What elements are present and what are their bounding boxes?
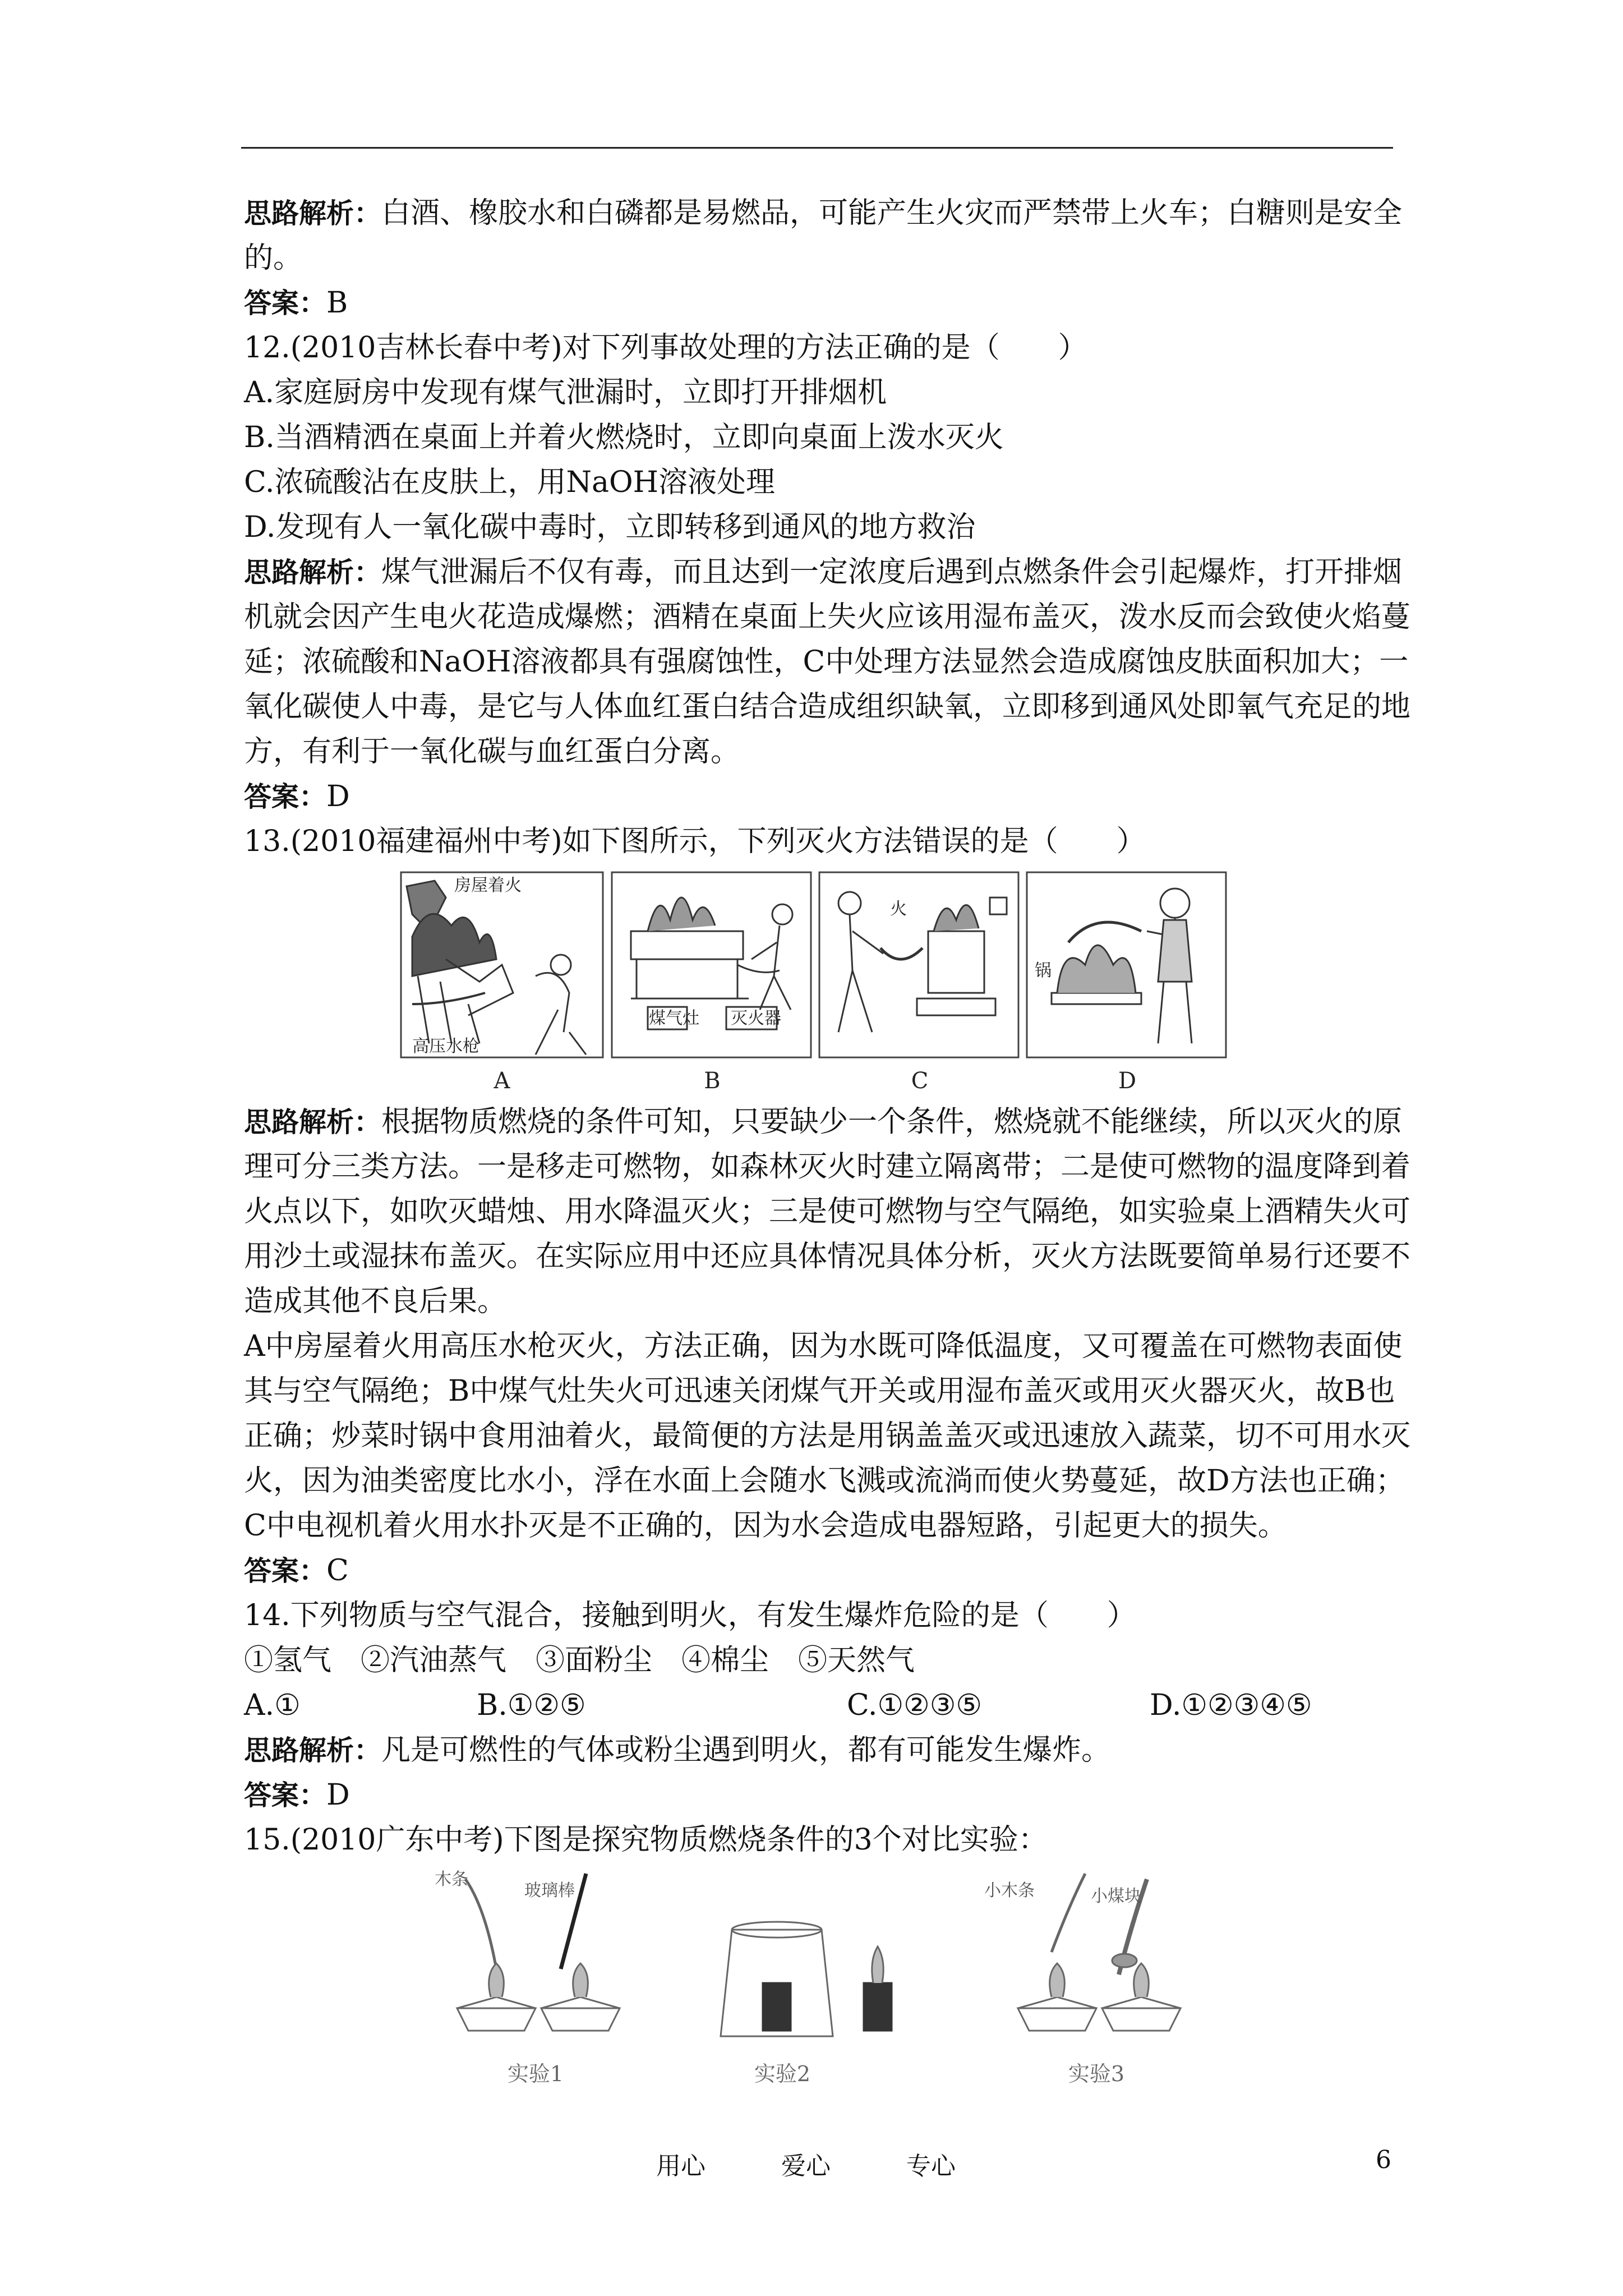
q12-option-c: C.浓硫酸沾在皮肤上，用NaOH溶液处理 bbox=[244, 466, 775, 499]
q12-option-b: B.当酒精洒在桌面上并着火燃烧时，立即向桌面上泼水灭火 bbox=[244, 421, 1004, 454]
q13-answer bbox=[244, 1548, 1394, 1593]
q13-analysis-line-4: 用沙土或湿抹布盖灭。在实际应用中还应具体情况具体分析，灭火方法既要简单易行还要不 bbox=[244, 1240, 1411, 1273]
q14-items: ①氢气 ②汽油蒸气 ③面粉尘 ④棉尘 ⑤天然气 bbox=[244, 1644, 915, 1677]
q13-analysis-line-8: 正确；炒菜时锅中食用油着火，最简便的方法是用锅盖盖灭或迅速放入蔬菜，切不可用水灭 bbox=[244, 1419, 1411, 1453]
page-number: 6 bbox=[1376, 2146, 1391, 2174]
q13-analysis-line-6: A中房屋着火用高压水枪灭火，方法正确，因为水既可降低温度，又可覆盖在可燃物表面使 bbox=[244, 1329, 1403, 1363]
combustion-experiments-illustration bbox=[244, 1862, 1394, 2098]
q13-analysis-line-3: 火点以下，如吹灭蜡烛、用水降温灭火；三是使可燃物与空气隔绝，如实验桌上酒精失火可 bbox=[244, 1195, 1411, 1228]
q12-answer bbox=[244, 774, 1394, 819]
q13-analysis-line-5: 造成其他不良后果。 bbox=[244, 1285, 507, 1318]
q12-analysis-line-5: 方，有利于一氧化碳与血红蛋白分离。 bbox=[244, 735, 740, 769]
analysis-text: 煤气泄漏后不仅有毒，而且达到一定浓度后遇到点燃条件会引起爆炸，打开排烟 bbox=[381, 555, 1403, 589]
q14-option-c: C.①②③⑤ bbox=[847, 1688, 982, 1722]
q13-figure bbox=[244, 864, 1394, 1099]
q13-analysis-line-2: 理可分三类方法。一是移走可燃物，如森林灭火时建立隔离带；二是使可燃物的温度降到着 bbox=[244, 1150, 1411, 1184]
label-water-gun: 高压水枪 bbox=[412, 1037, 479, 1056]
label-pot: 锅 bbox=[1035, 961, 1052, 981]
q15-stem: 15.(2010广东中考)下图是探究物质燃烧条件的3个对比实验： bbox=[244, 1823, 1048, 1857]
q11-answer bbox=[244, 280, 1394, 325]
footer-item: 专心 bbox=[906, 2152, 956, 2180]
q12-analysis-line-2: 机就会因产生电火花造成爆燃；酒精在桌面上失火应该用湿布盖灭，泼水反而会致使火焰蔓 bbox=[244, 600, 1411, 634]
q13-stem: 13.(2010福建福州中考)如下图所示，下列灭火方法错误的是（ ） bbox=[244, 825, 1146, 858]
q13-analysis-line-1 bbox=[244, 1099, 1403, 1144]
header-rule bbox=[241, 147, 1393, 149]
q12-option-a: A.家庭厨房中发现有煤气泄漏时，立即打开排烟机 bbox=[244, 376, 887, 409]
answer-value: B bbox=[326, 286, 348, 320]
answer-label: 答案： bbox=[244, 287, 327, 319]
analysis-label: 思路解析： bbox=[244, 197, 382, 229]
q11-analysis-line-2: 的。 bbox=[244, 241, 303, 275]
q12-option-d: D.发现有人一氧化碳中毒时，立即转移到通风的地方救治 bbox=[244, 510, 976, 544]
q14-option-a: A.① bbox=[244, 1688, 301, 1722]
label-gas-stove: 煤气灶 bbox=[649, 1009, 699, 1028]
q11-analysis-line-1 bbox=[244, 191, 1403, 236]
answer-value: C bbox=[326, 1554, 349, 1588]
analysis-text: 白酒、橡胶水和白磷都是易燃品，可能产生火灾而严禁带上火车；白糖则是安全 bbox=[381, 196, 1403, 230]
q14-option-d: D.①②③④⑤ bbox=[1150, 1688, 1312, 1722]
q14-option-b: B.①②⑤ bbox=[477, 1688, 586, 1722]
analysis-text: 凡是可燃性的气体或粉尘遇到明火，都有可能发生爆炸。 bbox=[381, 1733, 1111, 1767]
q13-analysis-line-10: C中电视机着火用水扑灭是不正确的，因为水会造成电器短路，引起更大的损失。 bbox=[244, 1509, 1287, 1543]
answer-label: 答案： bbox=[244, 1555, 327, 1587]
footer-motto bbox=[656, 2146, 1031, 2182]
caption-experiment-1: 实验1 bbox=[507, 2062, 564, 2086]
panel-label-b: B bbox=[704, 1068, 721, 1094]
label-extinguisher: 灭火器 bbox=[731, 1009, 781, 1028]
answer-value: D bbox=[326, 780, 350, 813]
analysis-label: 思路解析： bbox=[244, 556, 382, 588]
footer-item: 用心 bbox=[656, 2152, 706, 2180]
answer-label: 答案： bbox=[244, 781, 327, 813]
panel-label-a: A bbox=[494, 1068, 510, 1094]
analysis-label: 思路解析： bbox=[244, 1106, 382, 1138]
q13-analysis-line-9: 火，因为油类密度比水小，浮在水面上会随水飞溅或流淌而使火势蔓延，故D方法也正确； bbox=[244, 1464, 1405, 1498]
label-small-coal: 小煤块 bbox=[1091, 1887, 1141, 1906]
label-fire: 火 bbox=[890, 899, 907, 919]
q14-options bbox=[244, 1683, 1394, 1728]
panel-label-d: D bbox=[1118, 1068, 1137, 1094]
analysis-label: 思路解析： bbox=[244, 1734, 382, 1766]
q13-analysis-line-7: 其与空气隔绝；B中煤气灶失火可迅速关闭煤气开关或用湿布盖灭或用灭火器灭火，故B也 bbox=[244, 1374, 1395, 1408]
fire-extinguishing-illustration bbox=[244, 864, 1394, 1099]
q14-analysis bbox=[244, 1728, 1394, 1773]
q12-analysis-line-1 bbox=[244, 550, 1403, 595]
label-small-wood: 小木条 bbox=[984, 1881, 1035, 1901]
caption-experiment-3: 实验3 bbox=[1068, 2062, 1125, 2086]
q12-analysis-line-4: 氧化碳使人中毒，是它与人体血红蛋白结合造成组织缺氧，立即移到通风处即氧气充足的地 bbox=[244, 690, 1411, 724]
q12-analysis-line-3: 延；浓硫酸和NaOH溶液都具有强腐蚀性，C中处理方法显然会造成腐蚀皮肤面积加大；一 bbox=[244, 645, 1409, 679]
analysis-text: 根据物质燃烧的条件可知，只要缺少一个条件，燃烧就不能继续，所以灭火的原 bbox=[381, 1105, 1403, 1139]
label-house-fire: 房屋着火 bbox=[454, 876, 522, 895]
caption-experiment-2: 实验2 bbox=[754, 2062, 811, 2086]
answer-label: 答案： bbox=[244, 1779, 327, 1811]
label-wood-strip: 木条 bbox=[435, 1870, 468, 1889]
document-body bbox=[244, 191, 1411, 2098]
footer-item: 爱心 bbox=[781, 2152, 831, 2180]
q14-answer bbox=[244, 1773, 1394, 1818]
label-glass-rod: 玻璃棒 bbox=[524, 1881, 575, 1901]
q12-stem: 12.(2010吉林长春中考)对下列事故处理的方法正确的是（ ） bbox=[244, 331, 1087, 365]
panel-label-c: C bbox=[911, 1068, 929, 1094]
q15-figure bbox=[244, 1862, 1394, 2098]
answer-value: D bbox=[326, 1778, 350, 1812]
q14-stem: 14.下列物质与空气混合，接触到明火，有发生爆炸危险的是（ ） bbox=[244, 1599, 1136, 1632]
